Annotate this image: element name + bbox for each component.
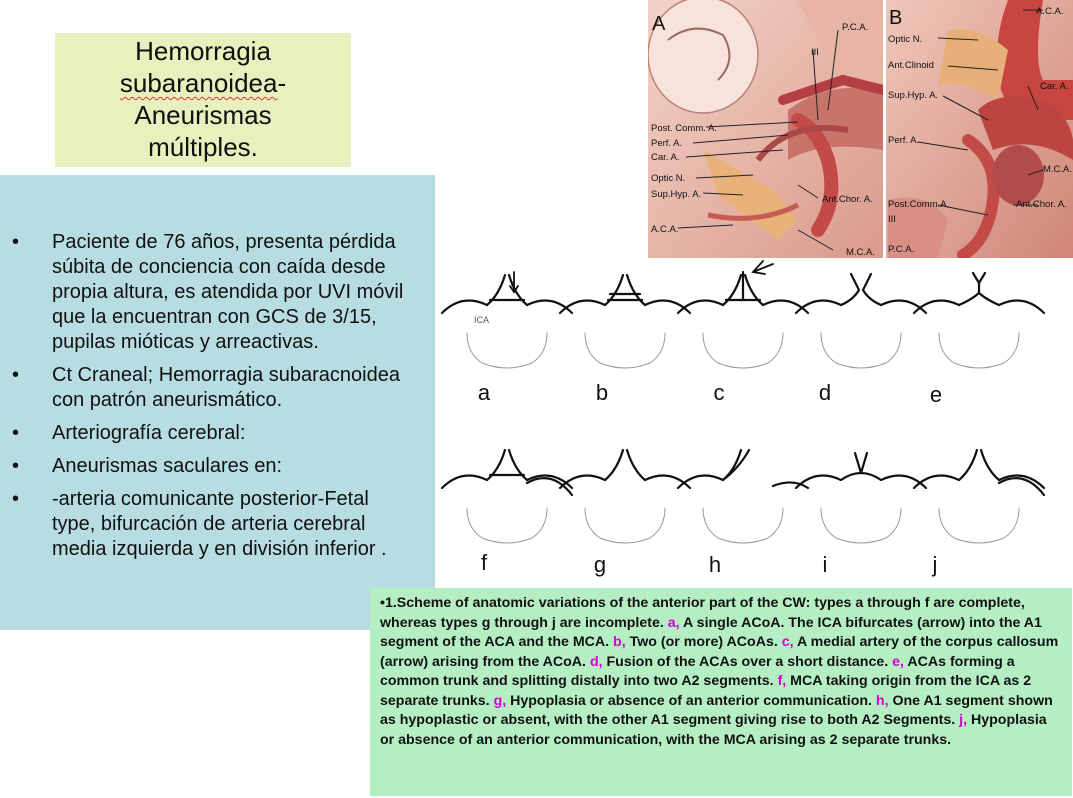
variant-a-diagram — [442, 272, 572, 368]
variant-label-j: j — [932, 552, 938, 577]
variant-label-a: a — [477, 380, 491, 405]
caption-text-g: Hypoplasia or absence of an anterior communication. — [506, 692, 876, 709]
variant-e-diagram — [914, 273, 1044, 368]
caption-key-a: a, — [667, 614, 680, 631]
caption-text-c: A medial artery of the corpus callosum (arrow) arising from the ACoA. — [380, 634, 1059, 670]
caption-text-h: One A1 segment shown as hypoplastic or absent, with the other A1 segment giving rise to both A2 Segments. — [380, 692, 1053, 728]
label-iii-b: III — [888, 214, 896, 225]
label-antclinoid-b: Ant.Clinoid — [888, 60, 934, 71]
caption-text-e: ACAs forming a common trunk and splitting distally into two A2 segments. — [380, 653, 1015, 689]
bullet-marker: • — [12, 422, 20, 444]
label-pca-a: P.C.A. — [842, 22, 869, 33]
title-line-2 — [55, 67, 351, 99]
variant-label-i: i — [822, 552, 828, 577]
caption-key-j: j, — [959, 712, 968, 728]
caption-text-d: Fusion of the ACAs over a short distance. — [602, 653, 893, 670]
label-car-b: Car. A. — [1040, 81, 1069, 92]
variant-h-diagram — [678, 450, 808, 543]
variant-label-g: g — [593, 552, 607, 577]
variant-g-diagram — [560, 450, 690, 543]
caption-text-b: Two (or more) ACoAs. — [625, 634, 782, 650]
bullet-text: Paciente de 76 años, presenta pérdida súbita de conciencia con caída desde propia altura, es atendida por UVI móvil que la encuentran con GCS de 3/15, pupilas mióticas y arreactivas. — [52, 231, 404, 353]
label-aca-b: A.C.A. — [1036, 6, 1064, 17]
caption-key-f: f, — [777, 673, 787, 689]
bullet-item — [10, 230, 410, 355]
panel-b-letter: B — [889, 7, 903, 29]
caption-intro: •1.Scheme of anatomic variations of the anterior part of the CW: types a through f are complete, whereas types g through j are incomplete. — [380, 595, 1025, 631]
title-hyphen: - — [277, 68, 287, 98]
ica-label: ICA — [474, 315, 490, 325]
variant-i-diagram — [796, 453, 926, 543]
circle-of-willis-variants — [432, 258, 1073, 588]
bullet-text: Ct Craneal; Hemorragia subaracnoidea con patrón aneurismático. — [52, 364, 400, 411]
panel-divider — [883, 0, 886, 258]
bullet-marker: • — [12, 231, 20, 253]
case-bullet-list — [10, 230, 410, 570]
caption-text-j: Hypoplasia or absence of an anterior communication, with the MCA arising as 2 separate trunks. — [380, 712, 1047, 748]
variant-d-diagram — [796, 274, 926, 368]
anatomy-panel-b — [886, 0, 1073, 258]
label-postcomm-a: Post. Comm. A. — [651, 123, 717, 134]
label-antchor-b: Ant.Chor. A. — [1016, 199, 1067, 210]
bullet-text: Arteriografía cerebral: — [52, 422, 246, 444]
bullet-marker: • — [12, 488, 20, 510]
label-mca-a: M.C.A. — [846, 247, 876, 258]
caption-key-g: g, — [493, 692, 507, 709]
bullet-item — [10, 454, 410, 479]
label-perf-b: Perf. A. — [888, 135, 920, 146]
bullet-marker: • — [12, 364, 20, 386]
caption-text-f: MCA taking origin from the ICA as 2 separate trunks. — [380, 673, 1032, 709]
bullet-text: Aneurismas saculares en: — [52, 455, 283, 477]
slide-title — [55, 33, 351, 167]
caption-key-b: b, — [613, 634, 626, 650]
bullet-item — [10, 363, 410, 413]
variant-b-diagram — [560, 275, 690, 368]
label-pca-b: P.C.A. — [888, 244, 915, 255]
caption-key-e: e, — [892, 653, 904, 670]
caption-key-h: h, — [875, 692, 889, 709]
panel-a-letter: A — [652, 13, 666, 35]
label-perf-a: Perf. A. — [651, 138, 683, 149]
label-optic-b: Optic N. — [888, 34, 923, 45]
figure-caption — [370, 588, 1072, 796]
title-line-1: Hemorragia — [135, 36, 271, 66]
anatomy-illustration — [648, 0, 1073, 258]
label-aca-a: A.C.A. — [651, 224, 679, 235]
variant-label-e: e — [929, 382, 943, 407]
title-line-3: Aneurismas — [134, 100, 272, 130]
variant-c-diagram — [678, 261, 808, 368]
label-suphyp-b: Sup.Hyp. A. — [888, 90, 939, 101]
variant-label-h: h — [708, 552, 722, 577]
variant-label-d: d — [818, 380, 832, 405]
variant-f-diagram — [442, 450, 572, 543]
label-mca-b: M.C.A. — [1043, 164, 1073, 175]
variant-label-f: f — [480, 550, 488, 575]
label-postcomm-b: Post.Comm.A. — [888, 199, 950, 210]
bullet-marker: • — [12, 455, 20, 477]
label-suphyp-a: Sup.Hyp. A. — [651, 189, 702, 200]
bullet-item — [10, 421, 410, 446]
label-car-a: Car. A. — [651, 152, 680, 163]
bullet-item — [10, 487, 410, 562]
bullet-text: -arteria comunicante posterior-Fetal type, bifurcación de arteria cerebral media izquierda y en división inferior . — [52, 488, 387, 560]
variant-label-b: b — [595, 380, 609, 405]
label-optic-a: Optic N. — [651, 173, 686, 184]
variant-j-diagram — [914, 450, 1044, 543]
title-line-4: múltiples. — [148, 132, 258, 162]
caption-key-d: d, — [589, 653, 603, 670]
title-word-misspelled: subaranoidea — [119, 68, 278, 98]
anatomy-panel-a — [648, 0, 883, 258]
caption-text-a: A single ACoA. The ICA bifurcates (arrow) into the A1 segment of the ACA and the MCA. — [380, 614, 1042, 650]
label-antchor-a: Ant.Chor. A. — [822, 194, 873, 205]
caption-key-c: c, — [781, 634, 794, 650]
variant-label-c: c — [713, 380, 725, 405]
label-iii-a: III — [811, 47, 819, 58]
